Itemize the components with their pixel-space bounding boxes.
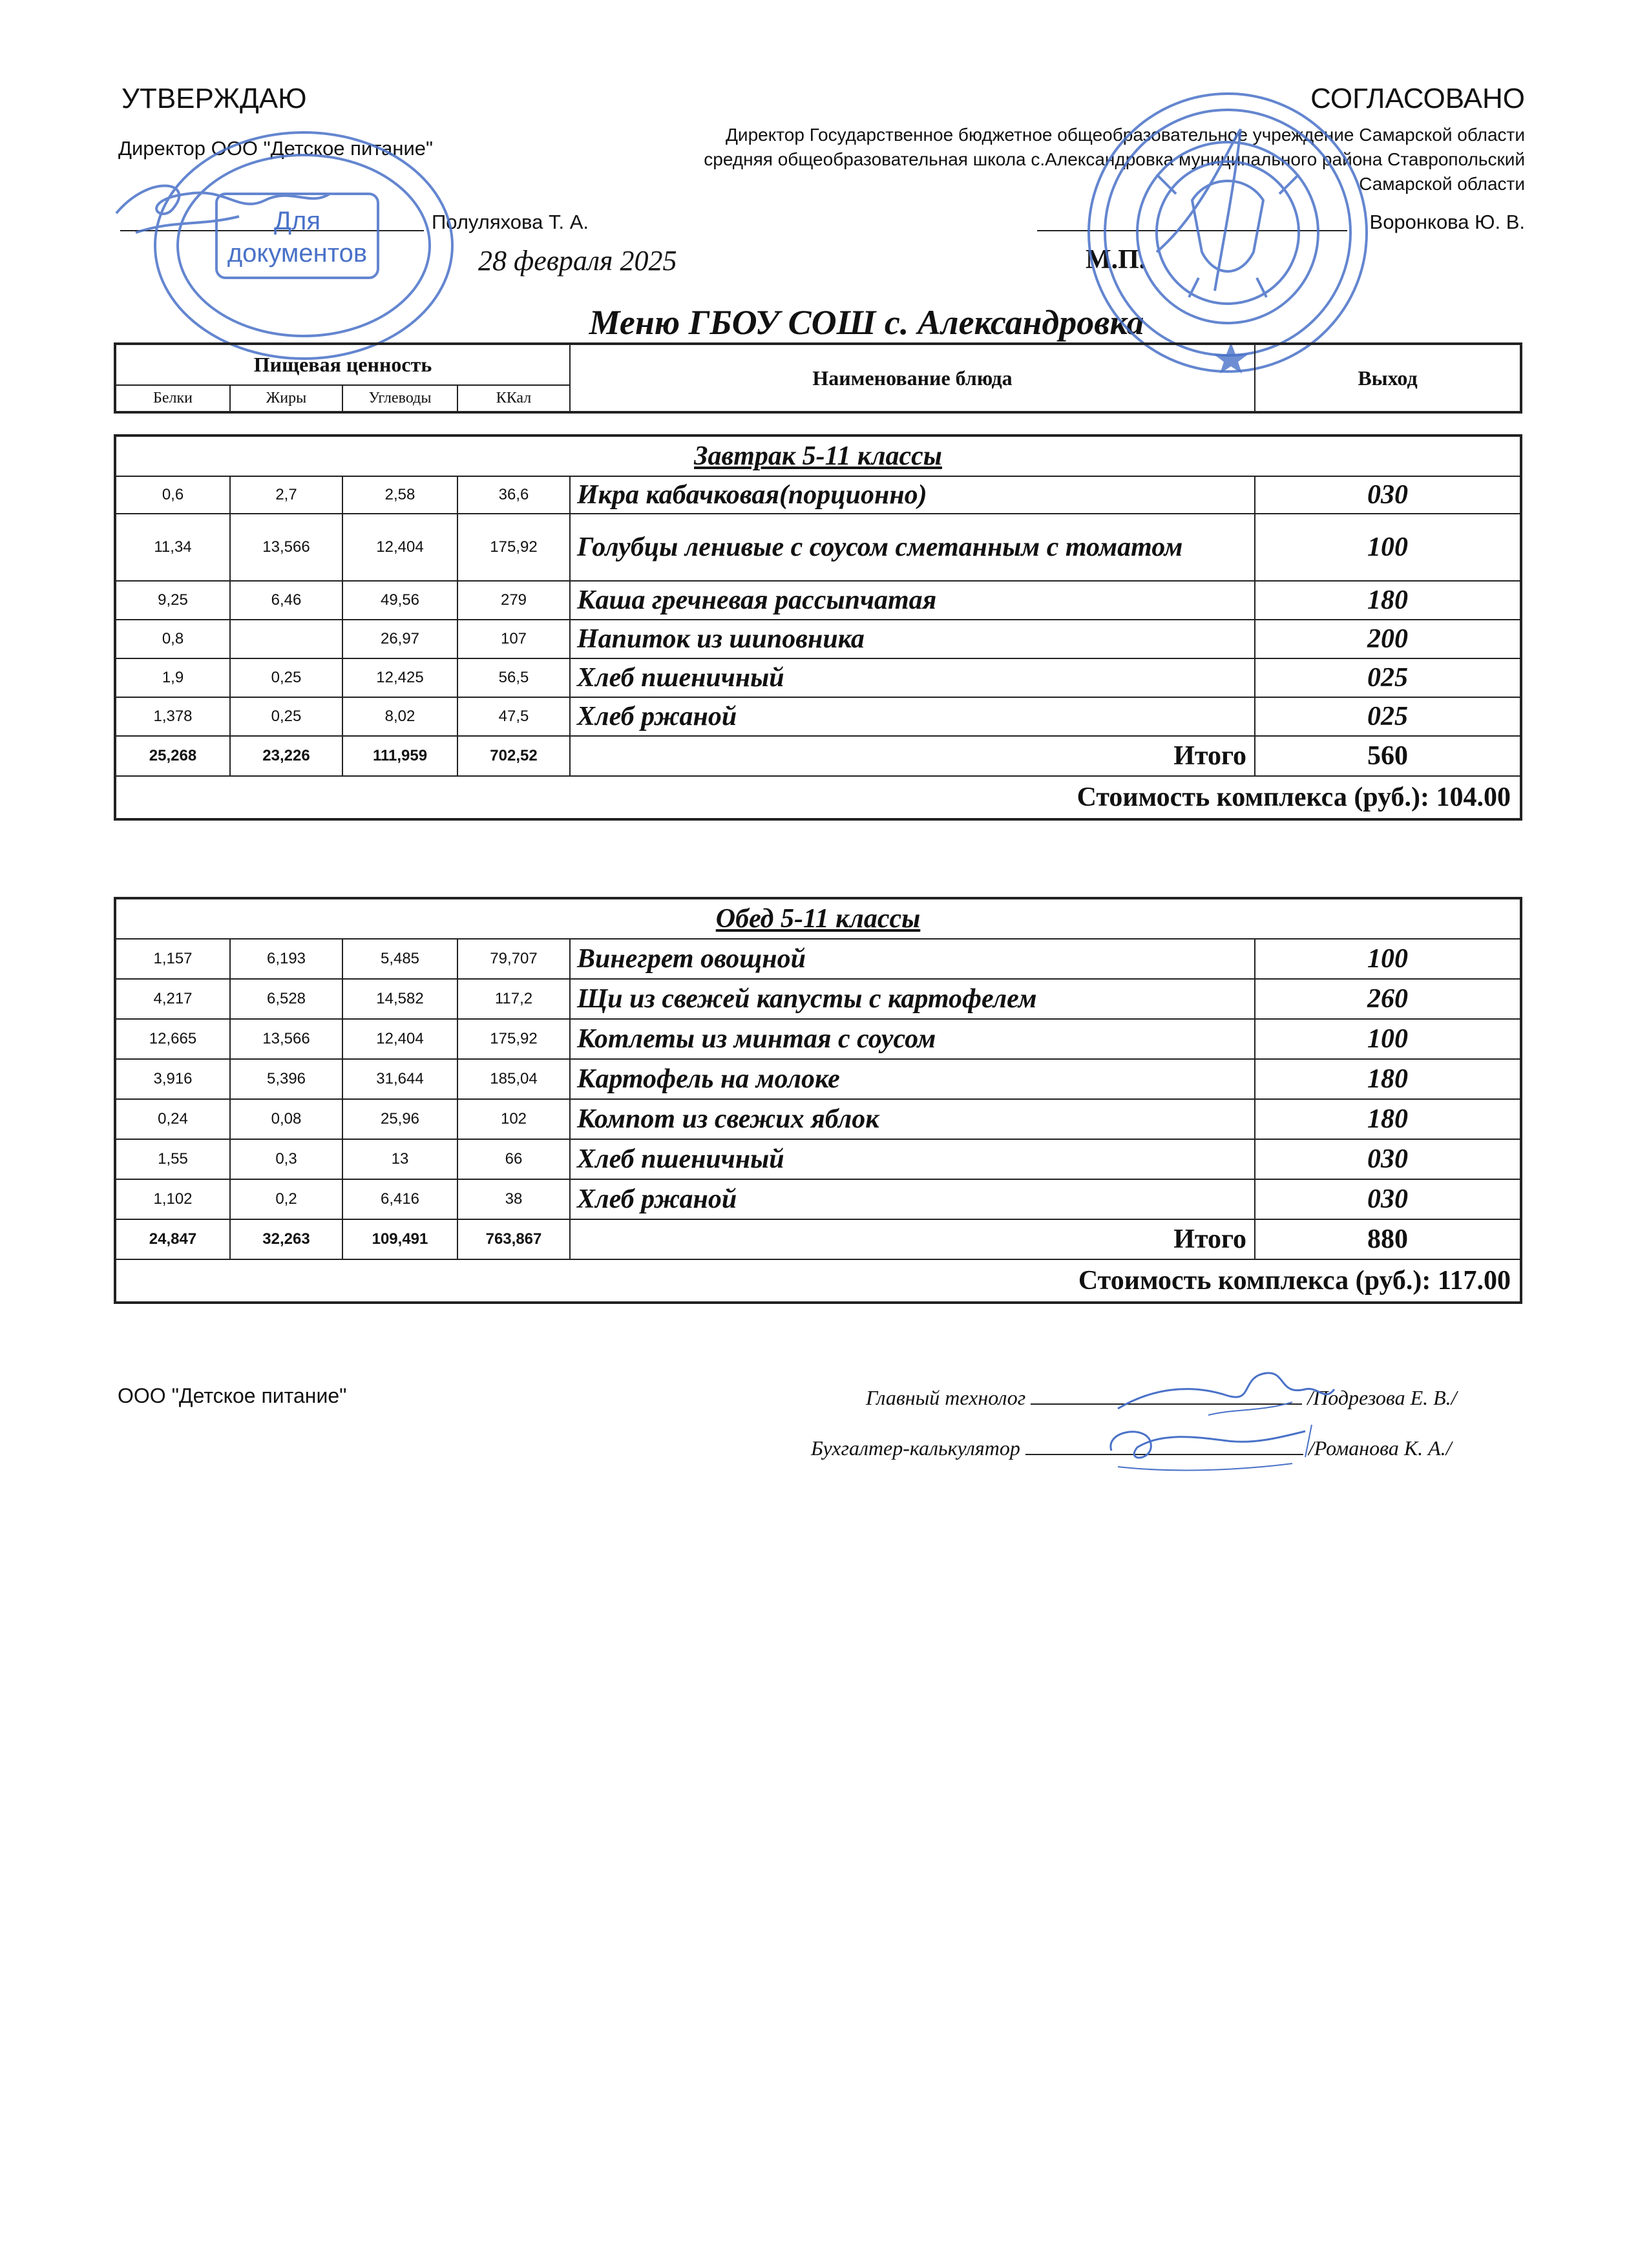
acc-signature xyxy=(1098,1412,1344,1483)
dish-name: Компот из свежих яблок xyxy=(570,1099,1255,1139)
proteins-cell: 11,34 xyxy=(115,514,230,581)
proteins-cell: 4,217 xyxy=(115,979,230,1019)
agreed-position: Директор Государственное бюджетное общеобразовательное учреждение Самарской области средняя общеобразовательная школа с.Александровка муниципального района Ставропольский Самарской области xyxy=(704,125,1525,194)
dish-name: Хлеб пшеничный xyxy=(570,658,1255,697)
total-carbs: 111,959 xyxy=(342,736,457,776)
proteins-cell: 9,25 xyxy=(115,581,230,620)
approve-name: Полуляхова Т. А. xyxy=(432,211,589,233)
carbs-cell: 49,56 xyxy=(342,581,457,620)
proteins-cell: 1,102 xyxy=(115,1179,230,1219)
stamp-place-label: М.П. xyxy=(1086,245,1146,275)
dish-name: Голубцы ленивые с соусом сметанным с томатом xyxy=(570,514,1255,581)
approve-date: 28 февраля 2025 xyxy=(478,245,677,277)
output-header: Выход xyxy=(1255,344,1521,412)
proteins-cell: 1,157 xyxy=(115,939,230,979)
total-output: 560 xyxy=(1255,736,1521,776)
fats-header: Жиры xyxy=(230,385,342,412)
section-title: Завтрак 5-11 классы xyxy=(115,436,1521,476)
fats-cell: 6,528 xyxy=(230,979,342,1019)
dish-name: Котлеты из минтая с соусом xyxy=(570,1019,1255,1059)
approve-title: УТВЕРЖДАЮ xyxy=(121,83,307,114)
right-stamp xyxy=(1060,84,1396,381)
output-cell: 030 xyxy=(1255,1139,1521,1179)
kcal-cell: 175,92 xyxy=(457,514,570,581)
footer-org: ООО "Детское питание" xyxy=(118,1384,347,1407)
proteins-header: Белки xyxy=(115,385,230,412)
output-cell: 100 xyxy=(1255,939,1521,979)
proteins-cell: 1,9 xyxy=(115,658,230,697)
fats-cell: 5,396 xyxy=(230,1059,342,1099)
carbs-cell: 25,96 xyxy=(342,1099,457,1139)
tech-name: /Подрезова Е. В./ xyxy=(1307,1386,1457,1409)
total-proteins: 24,847 xyxy=(115,1219,230,1259)
carbs-cell: 14,582 xyxy=(342,979,457,1019)
output-cell: 100 xyxy=(1255,1019,1521,1059)
kcal-cell: 117,2 xyxy=(457,979,570,1019)
dish-header: Наименование блюда xyxy=(570,344,1255,412)
dish-name: Хлеб пшеничный xyxy=(570,1139,1255,1179)
kcal-cell: 36,6 xyxy=(457,476,570,514)
section-title: Обед 5-11 классы xyxy=(115,898,1521,939)
total-fats: 23,226 xyxy=(230,736,342,776)
carbs-cell: 12,425 xyxy=(342,658,457,697)
output-cell: 030 xyxy=(1255,1179,1521,1219)
dish-name: Икра кабачковая(порционно) xyxy=(570,476,1255,514)
agreed-title: СОГЛАСОВАНО xyxy=(1310,83,1525,114)
proteins-cell: 3,916 xyxy=(115,1059,230,1099)
fats-cell: 0,25 xyxy=(230,697,342,736)
dish-name: Хлеб ржаной xyxy=(570,697,1255,736)
proteins-cell: 1,378 xyxy=(115,697,230,736)
agreed-name: Воронкова Ю. В. xyxy=(1369,211,1525,233)
approve-position: Директор ООО "Детское питание" xyxy=(118,137,434,160)
kcal-cell: 279 xyxy=(457,581,570,620)
proteins-cell: 0,8 xyxy=(115,620,230,658)
total-label: Итого xyxy=(570,736,1255,776)
output-cell: 200 xyxy=(1255,620,1521,658)
proteins-cell: 0,24 xyxy=(115,1099,230,1139)
acc-name: /Романова К. А./ xyxy=(1308,1436,1452,1460)
lunch-table xyxy=(114,897,1522,1304)
dish-name: Картофель на молоке xyxy=(570,1059,1255,1099)
kcal-cell: 38 xyxy=(457,1179,570,1219)
output-cell: 260 xyxy=(1255,979,1521,1019)
dish-name: Напиток из шиповника xyxy=(570,620,1255,658)
kcal-cell: 107 xyxy=(457,620,570,658)
fats-cell: 0,25 xyxy=(230,658,342,697)
output-cell: 025 xyxy=(1255,658,1521,697)
fats-cell: 0,08 xyxy=(230,1099,342,1139)
output-cell: 030 xyxy=(1255,476,1521,514)
left-stamp xyxy=(97,103,459,362)
kcal-cell: 56,5 xyxy=(457,658,570,697)
total-output: 880 xyxy=(1255,1219,1521,1259)
total-label: Итого xyxy=(570,1219,1255,1259)
document-title: Меню ГБОУ СОШ с. Александровка xyxy=(589,303,1144,342)
fats-cell xyxy=(230,620,342,658)
dish-name: Хлеб ржаной xyxy=(570,1179,1255,1219)
acc-role: Бухгалтер-калькулятор xyxy=(811,1436,1020,1460)
carbs-cell: 26,97 xyxy=(342,620,457,658)
fats-cell: 0,3 xyxy=(230,1139,342,1179)
carbs-cell: 31,644 xyxy=(342,1059,457,1099)
carbs-cell: 8,02 xyxy=(342,697,457,736)
kcal-cell: 175,92 xyxy=(457,1019,570,1059)
fats-cell: 13,566 xyxy=(230,514,342,581)
carbs-header: Углеводы xyxy=(342,385,457,412)
complex-cost: Стоимость комплекса (руб.): 104.00 xyxy=(115,776,1521,819)
kcal-cell: 102 xyxy=(457,1099,570,1139)
fats-cell: 13,566 xyxy=(230,1019,342,1059)
output-cell: 180 xyxy=(1255,1099,1521,1139)
output-cell: 180 xyxy=(1255,1059,1521,1099)
dish-name: Каша гречневая рассыпчатая xyxy=(570,581,1255,620)
dish-name: Щи из свежей капусты с картофелем xyxy=(570,979,1255,1019)
kcal-cell: 185,04 xyxy=(457,1059,570,1099)
kcal-cell: 66 xyxy=(457,1139,570,1179)
fats-cell: 2,7 xyxy=(230,476,342,514)
fats-cell: 6,46 xyxy=(230,581,342,620)
menu-header-table xyxy=(114,342,1522,414)
output-cell: 100 xyxy=(1255,514,1521,581)
proteins-cell: 0,6 xyxy=(115,476,230,514)
stamp-text-1: Для xyxy=(273,207,321,235)
kcal-cell: 47,5 xyxy=(457,697,570,736)
carbs-cell: 12,404 xyxy=(342,514,457,581)
carbs-cell: 12,404 xyxy=(342,1019,457,1059)
nutrition-header: Пищевая ценность xyxy=(115,344,570,385)
complex-cost: Стоимость комплекса (руб.): 117.00 xyxy=(115,1259,1521,1303)
total-kcal: 763,867 xyxy=(457,1219,570,1259)
proteins-cell: 12,665 xyxy=(115,1019,230,1059)
total-proteins: 25,268 xyxy=(115,736,230,776)
proteins-cell: 1,55 xyxy=(115,1139,230,1179)
output-cell: 180 xyxy=(1255,581,1521,620)
stamp-text-2: документов xyxy=(227,239,368,268)
carbs-cell: 6,416 xyxy=(342,1179,457,1219)
tech-role: Главный технолог xyxy=(866,1386,1026,1409)
output-cell: 025 xyxy=(1255,697,1521,736)
total-carbs: 109,491 xyxy=(342,1219,457,1259)
carbs-cell: 13 xyxy=(342,1139,457,1179)
breakfast-table xyxy=(114,434,1522,821)
carbs-cell: 5,485 xyxy=(342,939,457,979)
kcal-header: ККал xyxy=(457,385,570,412)
total-fats: 32,263 xyxy=(230,1219,342,1259)
dish-name: Винегрет овощной xyxy=(570,939,1255,979)
total-kcal: 702,52 xyxy=(457,736,570,776)
fats-cell: 0,2 xyxy=(230,1179,342,1219)
fats-cell: 6,193 xyxy=(230,939,342,979)
kcal-cell: 79,707 xyxy=(457,939,570,979)
carbs-cell: 2,58 xyxy=(342,476,457,514)
